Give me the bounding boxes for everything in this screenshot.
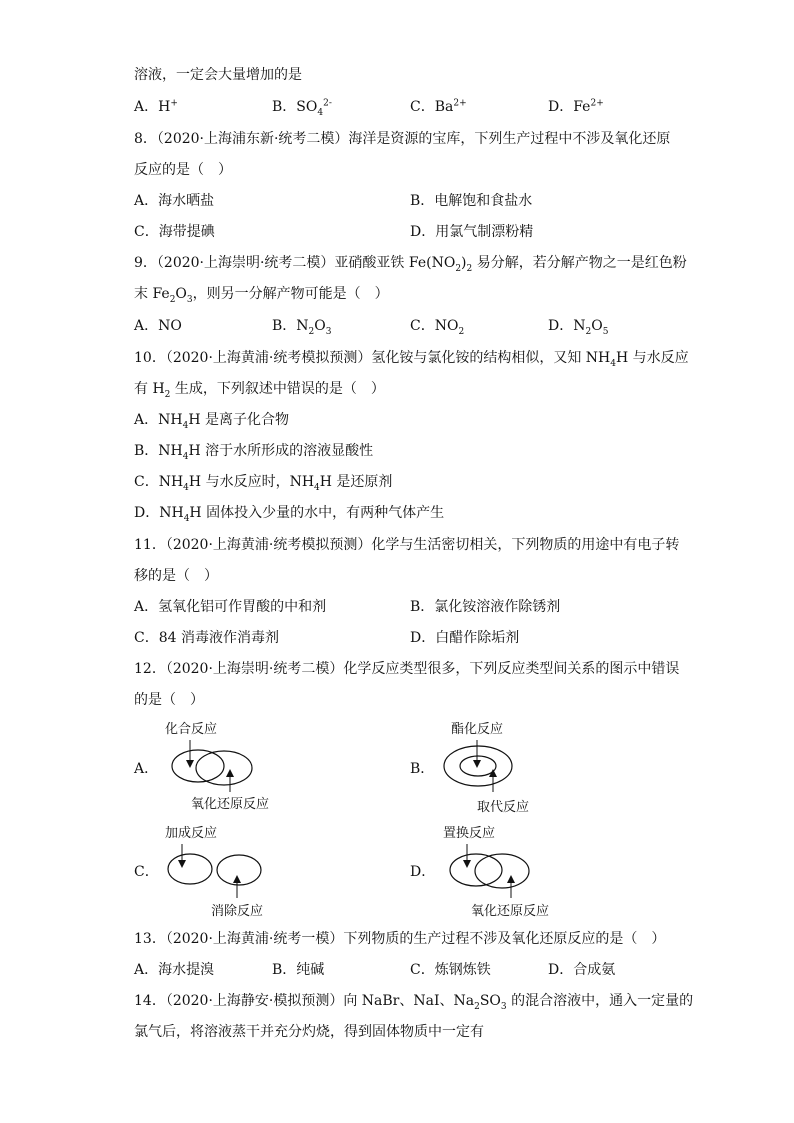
arrowhead-esterification xyxy=(473,760,481,768)
arrowhead-combination xyxy=(186,760,194,768)
diagram-d xyxy=(443,825,549,919)
q11-option-c[interactable]: C．84 消毒液作消毒剂 xyxy=(134,630,279,646)
q10-option-a[interactable]: A．$NH_4H$ 是离子化合物 xyxy=(134,412,289,431)
arrowhead-substitution xyxy=(489,769,497,777)
q9-stem-line1: 9．（2020·上海崇明·统考二模）亚硝酸亚铁 $Fe(NO_2)_2$ 易分解，若分解产物之一是红色粉 xyxy=(134,255,687,274)
label-redox-d: 氧化还原反应 xyxy=(471,904,550,919)
q10-stem-line2: 有 $H_2$ 生成，下列叙述中错误的是（ ） xyxy=(134,381,385,400)
q7-option-b[interactable]: B．$SO_4^{2-}$ xyxy=(272,98,332,118)
q9-stem-line2: 末 $Fe_2O_3$，则另一分解产物可能是（ ） xyxy=(134,286,389,305)
q8-option-b[interactable]: B．电解饱和食盐水 xyxy=(410,193,533,209)
q10-option-b[interactable]: B．$NH_4H$ 溶于水所形成的溶液显酸性 xyxy=(134,443,374,462)
label-combination: 化合反应 xyxy=(165,722,218,737)
q8-option-a[interactable]: A．海水晒盐 xyxy=(134,193,215,209)
arrowhead-redox-d xyxy=(507,875,515,883)
label-displacement: 置换反应 xyxy=(443,826,496,841)
q13-option-c[interactable]: C．炼钢炼铁 xyxy=(410,962,491,978)
ellipse-combination xyxy=(172,750,224,782)
q14-stem-line1: 14．（2020·上海静安·模拟预测）向 NaBr、NaI、$Na_2SO_3$ 的混合溶液中，通入一定量的 xyxy=(134,993,694,1012)
q12-option-c-label[interactable]: C． xyxy=(134,864,159,880)
q7-option-a[interactable]: A．H+ xyxy=(134,98,178,115)
q7-option-c[interactable]: C．$Ba^{2+}$ xyxy=(410,98,467,115)
ellipse-esterification xyxy=(460,756,496,776)
q7-option-d[interactable]: D．$Fe^{2+}$ xyxy=(548,98,604,115)
q12-stem-line2: 的是（ ） xyxy=(134,692,204,708)
q10-stem-line1: 10．（2020·上海黄浦·统考模拟预测）氢化铵与氯化铵的结构相似，又知 $NH_4H$ 与水反应 xyxy=(134,350,689,369)
q9-option-d[interactable]: D．$N_2O_5$ xyxy=(548,318,609,337)
q11-option-d[interactable]: D．白醋作除垢剂 xyxy=(410,630,520,646)
label-elimination: 消除反应 xyxy=(211,904,264,919)
q13-option-b[interactable]: B．纯碱 xyxy=(272,962,325,978)
q11-option-a[interactable]: A．氢氧化铝可作胃酸的中和剂 xyxy=(134,599,327,615)
label-addition: 加成反应 xyxy=(165,826,218,841)
diagram-c xyxy=(165,825,263,919)
arrowhead-addition xyxy=(178,860,186,868)
q12-option-b-label[interactable]: B． xyxy=(410,761,435,777)
q12-option-d-label[interactable]: D． xyxy=(410,864,436,880)
label-redox-a: 氧化还原反应 xyxy=(191,797,270,812)
diagram-b xyxy=(444,721,529,815)
q11-stem-line1: 11．（2020·上海黄浦·统考模拟预测）化学与生活密切相关，下列物质的用途中有电子转 xyxy=(134,537,680,553)
ellipse-elimination xyxy=(217,855,261,885)
q9-option-c[interactable]: C．$NO_2$ xyxy=(410,318,465,337)
ellipse-redox-d xyxy=(475,854,529,888)
q11-stem-line2: 移的是（ ） xyxy=(134,568,218,584)
q9-option-a[interactable]: A．NO xyxy=(134,318,182,334)
ellipse-substitution xyxy=(444,746,512,786)
label-esterification: 酯化反应 xyxy=(451,722,504,737)
q8-stem-line2: 反应的是（ ） xyxy=(134,162,232,178)
q10-option-d[interactable]: D．$NH_4H$ 固体投入少量的水中，有两种气体产生 xyxy=(134,505,445,524)
arrowhead-displacement xyxy=(463,860,471,868)
arrowhead-elimination xyxy=(233,875,241,883)
q8-option-c[interactable]: C．海带提碘 xyxy=(134,224,215,240)
q8-option-d[interactable]: D．用氯气制漂粉精 xyxy=(410,224,534,240)
q11-option-b[interactable]: B．氯化铵溶液作除锈剂 xyxy=(410,599,561,615)
arrowhead-redox xyxy=(226,769,234,777)
q8-stem-line1: 8．（2020·上海浦东新·统考二模）海洋是资源的宝库，下列生产过程中不涉及氧化还原 xyxy=(134,131,671,147)
q13-stem-line1: 13．（2020·上海黄浦·统考一模）下列物质的生产过程不涉及氧化还原反应的是（ ） xyxy=(134,931,666,947)
diagram-a xyxy=(165,721,269,812)
ellipse-addition xyxy=(168,854,212,884)
ellipse-displacement xyxy=(450,854,502,886)
q13-option-a[interactable]: A．海水提溴 xyxy=(134,962,215,978)
label-substitution: 取代反应 xyxy=(477,800,530,815)
ellipse-redox xyxy=(196,751,252,785)
q12-stem-line1: 12．（2020·上海崇明·统考二模）化学反应类型很多，下列反应类型间关系的图示中错误 xyxy=(134,661,680,677)
q13-option-d[interactable]: D．合成氨 xyxy=(548,962,616,978)
q7-continuation: 溶液，一定会大量增加的是 xyxy=(134,67,302,83)
q9-option-b[interactable]: B．$N_2O_3$ xyxy=(272,318,332,337)
q10-option-c[interactable]: C．$NH_4H$ 与水反应时，$NH_4H$ 是还原剂 xyxy=(134,474,393,493)
q12-option-a-label[interactable]: A． xyxy=(134,761,159,777)
q14-stem-line2: 氯气后，将溶液蒸干并充分灼烧，得到固体物质中一定有 xyxy=(134,1024,484,1040)
